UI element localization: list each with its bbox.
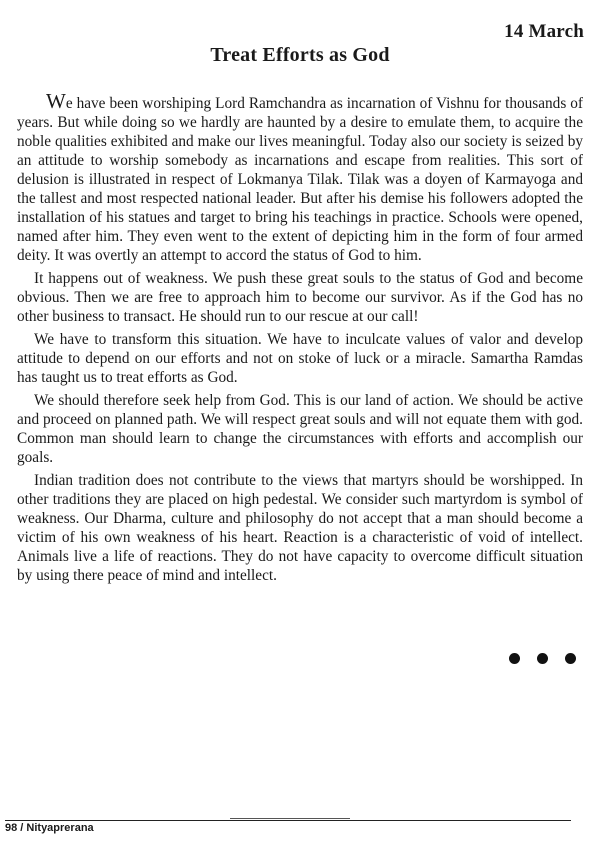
paragraph-2: It happens out of weakness. We push these great souls to the status of God and become obvious. Then we are free to approach him to become our survivor. As if the God has no other business to transact. He should run to our rescue at our call! (17, 270, 583, 325)
bullet-dot-icon (565, 653, 576, 664)
paragraph-4: We should therefore seek help from God. This is our land of action. We should be active and proceed on planned path. We will respect great souls and will not equate them with god. Common man should learn to change the circumstances with efforts and accomplish our goals. (17, 392, 583, 466)
footer-rule (5, 820, 571, 821)
article-body (17, 89, 583, 589)
page-title: Treat Efforts as God (210, 44, 390, 66)
section-end-ornament (509, 653, 576, 664)
paragraph-5: Indian tradition does not contribute to the views that martyrs should be worshipped. In other traditions they are placed on high pedestal. We consider such martyrdom is symbol of weakness. Our Dharma, culture and philosophy do not accept that a man should become a victim of his own weakness of his heart. Reaction is a characteristic of void of intellect. Animals live a life of reactions. They do not have capacity to overcome difficult situation by using there peace of mind and intellect. (17, 472, 583, 584)
paragraph-3: We have to transform this situation. We have to inculcate values of valor and develop attitude to depend on our efforts and not on stoke of luck or a miracle. Samartha Ramdas has taught us to treat efforts as God. (17, 331, 583, 386)
drop-cap: W (46, 89, 66, 113)
paragraph-1 (17, 89, 583, 265)
footer-rule-accent (230, 818, 350, 819)
bullet-dot-icon (537, 653, 548, 664)
page-footer: 98 / Nityaprerana (5, 822, 94, 834)
paragraph-1-text: e have been worshiping Lord Ramchandra as incarnation of Vishnu for thousands of years. But while doing so we hardly are haunted by a desire to emulate them, to acquire the noble qualities exhibited and make our lives meaningful. Today also our society is seized by an attitude to worship somebody as incarnations and escape from realities. This sort of delusion is illustrated in respect of Lokmanya Tilak. Tilak was a doyen of Karmayoga and the tallest and most respected national leader. But after his demise his followers adopted the installation of his statues and target to bring his teachings in practice. Schools were opened, named after him. They even went to the extent of depicting him in the form of four armed deity. It was overtly an attempt to accord the status of God to him. (17, 95, 583, 264)
page-date: 14 March (504, 21, 584, 42)
bullet-dot-icon (509, 653, 520, 664)
